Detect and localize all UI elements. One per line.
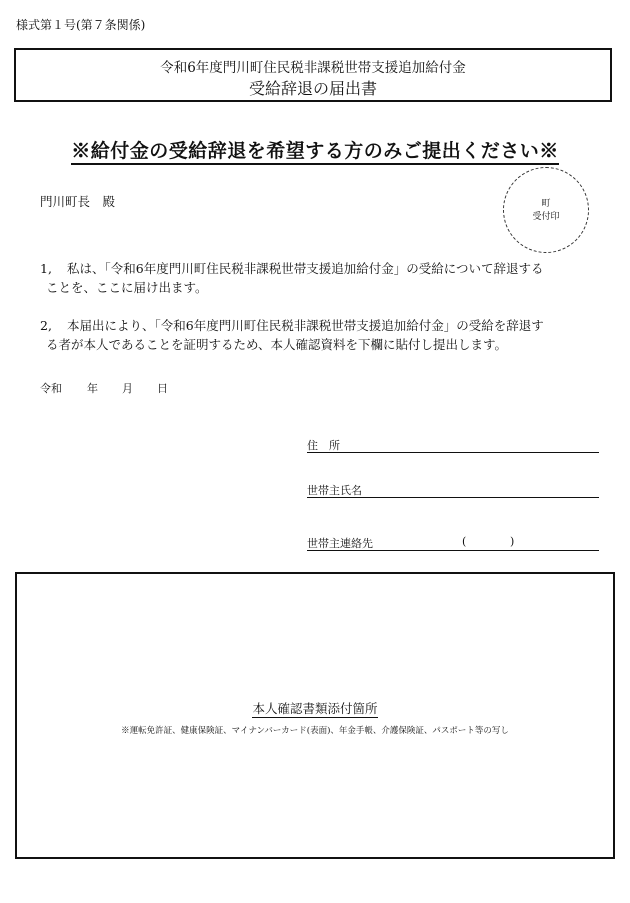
householder-contact-field[interactable] <box>307 533 599 551</box>
date-year: 年 <box>87 382 98 395</box>
date-month: 月 <box>122 382 133 395</box>
item-number: 2, <box>40 318 52 333</box>
title-line-2: 受給辞退の届出書 <box>248 79 377 98</box>
stamp-label-town: 町 <box>541 199 551 209</box>
reception-stamp-area <box>503 167 589 253</box>
id-section-note: ※運転免許証、健康保険証、マイナンバーカード(表面)、年金手帳、介護保険証、パスポート等の写し <box>121 726 509 736</box>
contact-paren-open: ( <box>462 535 467 548</box>
addressee: 門川町長 殿 <box>40 194 116 209</box>
declaration-item-1 <box>40 259 600 297</box>
id-document-attachment-area[interactable] <box>15 572 615 859</box>
address-label: 住 所 <box>307 439 340 452</box>
address-field[interactable] <box>307 435 599 453</box>
notice-banner <box>0 136 630 163</box>
item-text-line-1: 本届出により、「令和6年度門川町住民税非課税世帯支援追加給付金」の受給を辞退す <box>67 318 544 333</box>
stamp-label-reception: 受付印 <box>532 212 560 222</box>
householder-name-field[interactable] <box>307 480 599 498</box>
id-section-title-wrap <box>17 698 613 717</box>
householder-contact-label: 世帯主連絡先 <box>307 537 373 550</box>
declaration-item-2 <box>40 316 600 354</box>
date-era: 令和 <box>40 382 62 395</box>
date-day: 日 <box>157 382 168 395</box>
title-line-1: 令和6年度門川町住民税非課税世帯支援追加給付金 <box>160 60 466 76</box>
notice-text: ※給付金の受給辞退を希望する方のみご提出ください※ <box>71 140 559 165</box>
item-text-line-2: ことを、ここに届け出ます。 <box>46 280 208 295</box>
item-number: 1, <box>40 261 52 276</box>
id-section-title: 本人確認書類添付箇所 <box>252 701 378 716</box>
contact-paren-close: ) <box>510 535 515 548</box>
item-text-line-1: 私は、「令和6年度門川町住民税非課税世帯支援追加給付金」の受給について辞退する <box>67 261 544 276</box>
item-text-line-2: る者が本人であることを証明するため、本人確認資料を下欄に貼付し提出します。 <box>46 337 508 352</box>
householder-name-label: 世帯主氏名 <box>307 484 362 497</box>
title-box <box>14 48 612 102</box>
form-number: 様式第１号(第７条関係) <box>16 18 146 32</box>
